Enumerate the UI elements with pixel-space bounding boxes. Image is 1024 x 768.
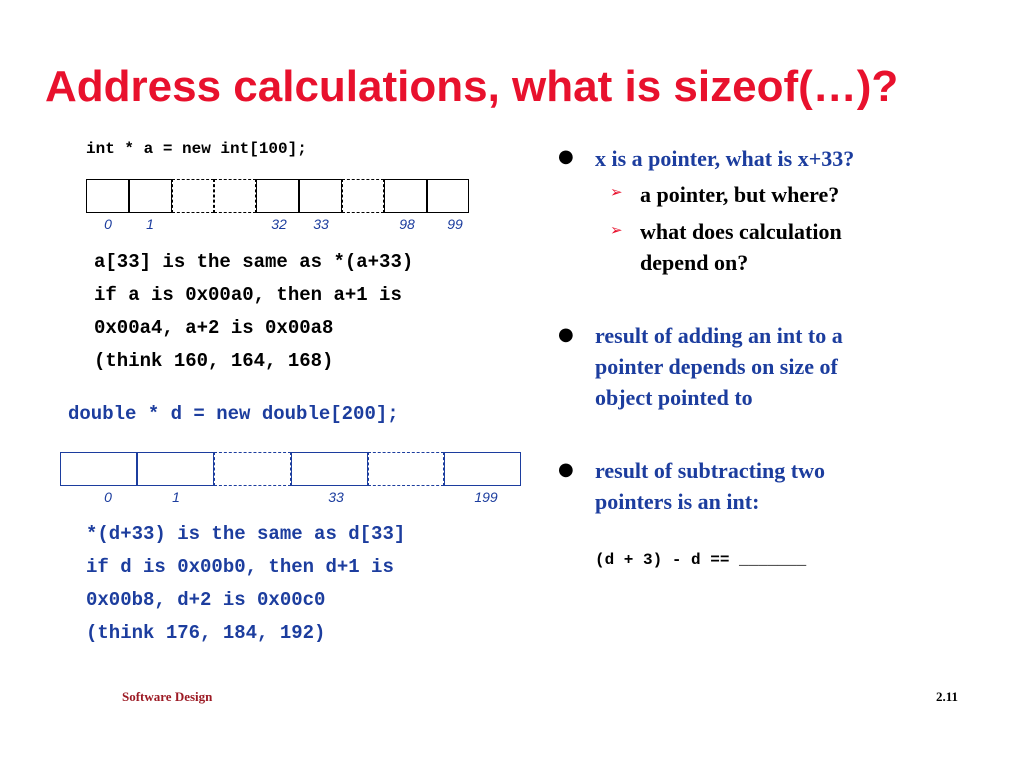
int-cell-0: [86, 179, 129, 213]
double-index-label: 1: [172, 489, 180, 505]
int-array-declaration: int * a = new int[100];: [86, 140, 307, 158]
bullet-subtracting: [595, 455, 825, 517]
double-cell-gap-b: [368, 452, 444, 486]
int-cell-gap-a: [172, 179, 214, 213]
int-index-label: 33: [313, 216, 329, 232]
double-array-declaration: double * d = new double[200];: [68, 403, 399, 425]
double-cell-1: [137, 452, 214, 486]
int-cell-99: [427, 179, 469, 213]
int-cell-98: [384, 179, 427, 213]
int-index-label: 99: [447, 216, 463, 232]
bullet-adding-int-line: object pointed to: [595, 385, 753, 410]
slide-title: Address calculations, what is sizeof(…)?: [45, 62, 899, 111]
bullet-adding-int-line: pointer depends on size of: [595, 354, 838, 379]
sub-bullet-depend: [640, 216, 842, 278]
double-index-label: 0: [104, 489, 112, 505]
double-cell-199: [444, 452, 521, 486]
int-cell-gap-b: [214, 179, 256, 213]
double-explanation-line: *(d+33) is the same as d[33]: [86, 523, 406, 545]
int-explanation-line: 0x00a4, a+2 is 0x00a8: [94, 317, 334, 339]
int-explanation-line: (think 160, 164, 168): [94, 350, 334, 372]
bullet-subtracting-line: result of subtracting two: [595, 458, 825, 483]
double-cell-gap-a: [214, 452, 291, 486]
int-explanation-line: if a is 0x00a0, then a+1 is: [94, 284, 402, 306]
double-explanation-line: if d is 0x00b0, then d+1 is: [86, 556, 394, 578]
sub-bullet-arrow-icon: ➢: [610, 183, 623, 201]
int-index-label: 98: [399, 216, 415, 232]
sub-bullet-depend-line: what does calculation: [640, 219, 842, 244]
bullet-dot-icon: ●: [558, 324, 574, 345]
bullet-adding-int-line: result of adding an int to a: [595, 323, 843, 348]
double-explanation-line: 0x00b8, d+2 is 0x00c0: [86, 589, 326, 611]
footer-page-number: 2.11: [936, 689, 959, 704]
double-explanation: [86, 518, 405, 650]
subtraction-code: (d + 3) - d == _______: [595, 551, 807, 569]
int-cell-1: [129, 179, 172, 213]
sub-bullet-arrow-icon: ➢: [610, 221, 623, 239]
int-index-label: 1: [146, 216, 154, 232]
int-cell-33: [299, 179, 342, 213]
bullet-pointer-question: x is a pointer, what is x+33?: [595, 146, 855, 171]
int-explanation-line: a[33] is the same as *(a+33): [94, 251, 414, 273]
bullet-subtracting-line: pointers is an int:: [595, 489, 760, 514]
bullet-dot-icon: ●: [558, 459, 574, 480]
sub-bullet-where: a pointer, but where?: [640, 182, 840, 207]
sub-bullet-depend-line: depend on?: [640, 250, 749, 275]
int-index-label: 32: [271, 216, 287, 232]
double-index-label: 33: [328, 489, 344, 505]
int-cell-32: [256, 179, 299, 213]
double-explanation-line: (think 176, 184, 192): [86, 622, 326, 644]
bullet-adding-int: [595, 320, 843, 413]
double-index-label: 199: [474, 489, 498, 505]
double-cell-33: [291, 452, 368, 486]
double-cell-0: [60, 452, 137, 486]
int-index-label: 0: [104, 216, 112, 232]
int-cell-gap-c: [342, 179, 384, 213]
footer-course-name: Software Design: [122, 689, 213, 704]
int-explanation: [94, 246, 413, 378]
bullet-dot-icon: ●: [558, 146, 574, 167]
